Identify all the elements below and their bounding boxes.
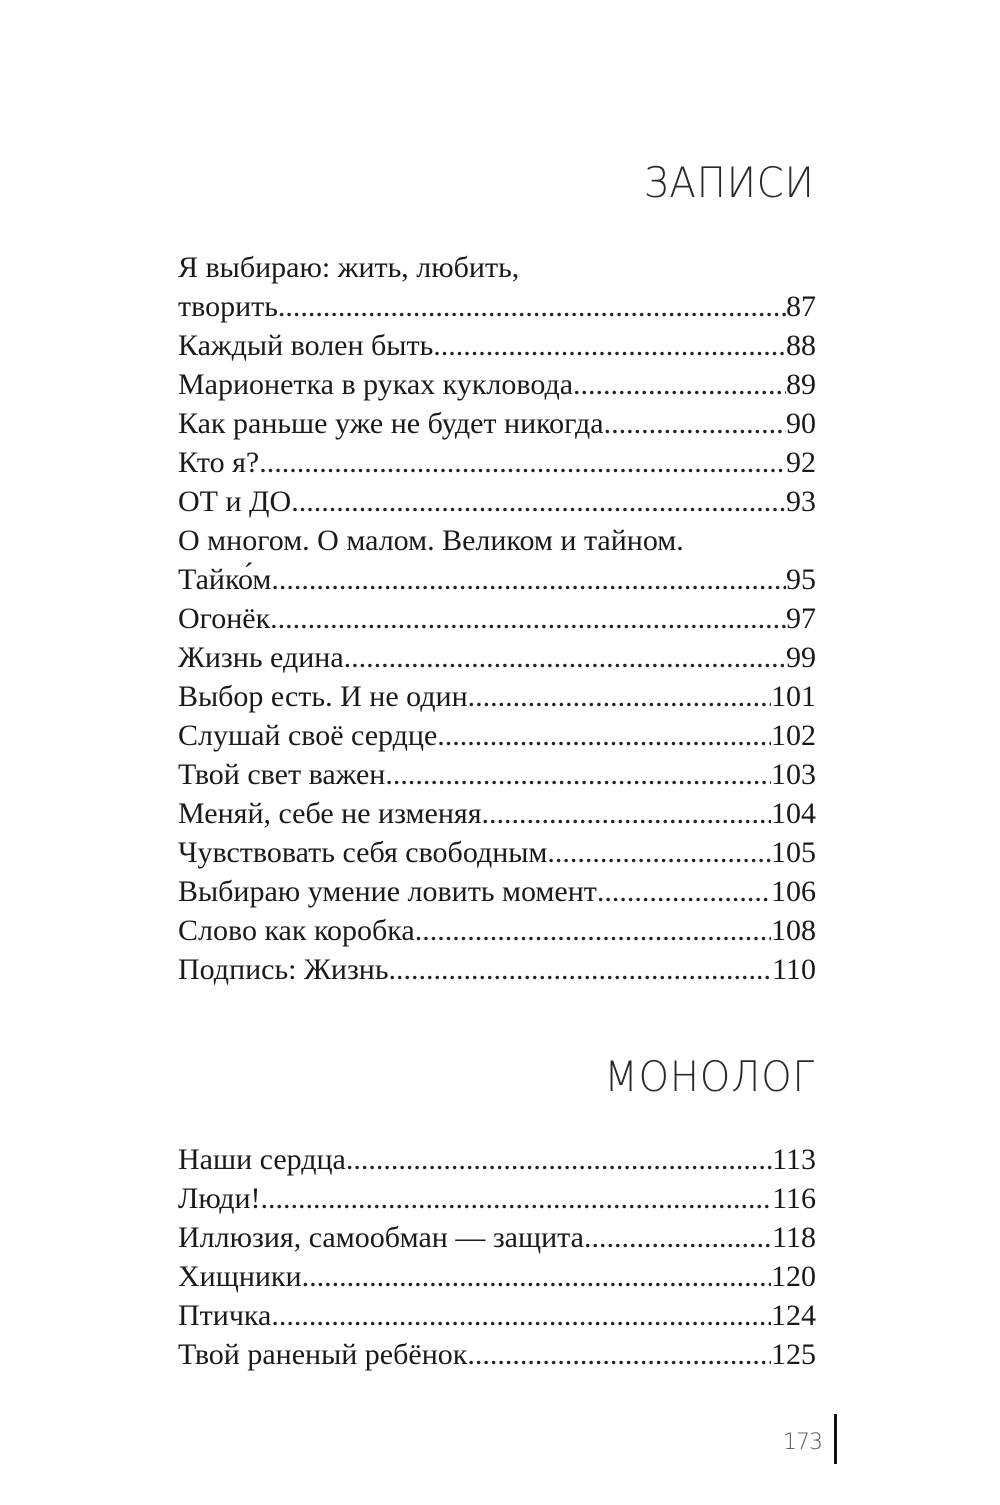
- toc-entry-page: 103: [771, 758, 816, 791]
- toc-entry-page: 89: [786, 368, 816, 401]
- toc-entry: [178, 248, 816, 287]
- toc-entry: [178, 326, 816, 365]
- toc-entry: [178, 911, 816, 950]
- toc-entry: [178, 365, 816, 404]
- toc-entry: [178, 716, 816, 755]
- dot-leader: [573, 365, 786, 404]
- dot-leader: [271, 560, 786, 599]
- toc-entry-title: Меняй, себе не изменяя: [178, 797, 482, 830]
- section-heading-monolog: МОНОЛОГ: [604, 1052, 815, 1101]
- toc-entry-title: Наши сердца: [178, 1143, 346, 1176]
- dot-leader: [270, 599, 786, 638]
- dot-leader: [482, 794, 772, 833]
- toc-entry-page: 97: [786, 602, 816, 635]
- dot-leader: [389, 950, 773, 989]
- toc-list-zapisi: [178, 248, 816, 989]
- toc-entry-title: Я выбираю: жить, любить,: [178, 251, 520, 284]
- dot-leader: [468, 677, 771, 716]
- dot-leader: [302, 1257, 771, 1296]
- toc-entry-title: Иллюзия, самообман — защита: [178, 1221, 584, 1254]
- toc-entry-page: 124: [771, 1299, 816, 1332]
- toc-entry-page: 95: [786, 563, 816, 596]
- toc-entry: [178, 482, 816, 521]
- toc-entry-title: ОТ и ДО: [178, 485, 292, 518]
- toc-entry-title: творить: [178, 290, 278, 323]
- toc-entry: [178, 638, 816, 677]
- section-heading-zapisi: ЗАПИСИ: [644, 158, 815, 207]
- toc-entry: [178, 404, 816, 443]
- toc-entry: [178, 560, 816, 599]
- toc-entry-title: О многом. О малом. Великом и тайном.: [178, 524, 684, 557]
- toc-entry-title: Слово как коробка: [178, 914, 415, 947]
- toc-entry-page: 104: [771, 797, 816, 830]
- toc-entry: [178, 443, 816, 482]
- dot-leader: [467, 1335, 771, 1374]
- page-number-rule: [834, 1414, 837, 1464]
- toc-entry-page: 101: [771, 680, 816, 713]
- toc-entry-title: Выбираю умение ловить момент: [178, 875, 597, 908]
- dot-leader: [584, 1218, 772, 1257]
- toc-entry: [178, 287, 816, 326]
- toc-entry-title: Как раньше уже не будет никогда: [178, 407, 604, 440]
- toc-entry: [178, 950, 816, 989]
- toc-list-monolog: [178, 1140, 816, 1374]
- toc-entry-title: Люди!: [178, 1182, 261, 1215]
- toc-entry-title: Кто я?: [178, 446, 260, 479]
- dot-leader: [271, 1296, 771, 1335]
- dot-leader: [433, 326, 786, 365]
- toc-entry-page: 92: [786, 446, 816, 479]
- toc-entry: [178, 1179, 816, 1218]
- page-number: 173: [783, 1430, 822, 1455]
- toc-entry-title: Жизнь едина: [178, 641, 344, 674]
- toc-entry-title: Подпись: Жизнь: [178, 953, 389, 986]
- dot-leader: [259, 443, 786, 482]
- toc-entry-title: Птичка: [178, 1299, 272, 1332]
- toc-entry-title: Твой раненый ребёнок: [178, 1338, 468, 1371]
- dot-leader: [437, 716, 771, 755]
- toc-entry-title: Каждый волен быть: [178, 329, 434, 362]
- toc-entry-page: 116: [772, 1182, 816, 1215]
- dot-leader: [415, 911, 771, 950]
- toc-entry-page: 99: [786, 641, 816, 674]
- toc-entry-title: Выбор есть. И не один: [178, 680, 468, 713]
- dot-leader: [604, 404, 786, 443]
- toc-entry: [178, 872, 816, 911]
- toc-entry-title: Твой свет важен: [178, 758, 386, 791]
- toc-entry: [178, 1335, 816, 1374]
- toc-entry: [178, 677, 816, 716]
- toc-entry-page: 87: [786, 290, 816, 323]
- dot-leader: [278, 287, 786, 326]
- toc-entry-title: Слушай своё сердце: [178, 719, 438, 752]
- toc-entry: [178, 1296, 816, 1335]
- toc-entry: [178, 755, 816, 794]
- toc-entry-page: 118: [772, 1221, 816, 1254]
- dot-leader: [547, 833, 771, 872]
- toc-entry-title: Хищники: [178, 1260, 302, 1293]
- toc-entry-title: Тайко́м: [178, 563, 272, 596]
- toc-entry: [178, 1218, 816, 1257]
- toc-entry-page: 125: [771, 1338, 816, 1371]
- dot-leader: [291, 482, 786, 521]
- toc-entry-page: 108: [771, 914, 816, 947]
- toc-entry-page: 110: [772, 953, 816, 986]
- dot-leader: [261, 1179, 773, 1218]
- toc-entry: [178, 794, 816, 833]
- toc-entry: [178, 521, 816, 560]
- toc-entry-page: 88: [786, 329, 816, 362]
- toc-entry-page: 90: [786, 407, 816, 440]
- dot-leader: [344, 638, 786, 677]
- toc-entry-page: 113: [772, 1143, 816, 1176]
- toc-entry-page: 102: [771, 719, 816, 752]
- toc-entry-title: Чувствовать себя свободным: [178, 836, 548, 869]
- toc-entry: [178, 1257, 816, 1296]
- toc-entry-page: 106: [771, 875, 816, 908]
- toc-entry-page: 93: [786, 485, 816, 518]
- toc-entry-title: Марионетка в руках кукловода: [178, 368, 574, 401]
- toc-entry-title: Огонёк: [178, 602, 271, 635]
- dot-leader: [346, 1140, 772, 1179]
- toc-entry-page: 105: [771, 836, 816, 869]
- dot-leader: [385, 755, 771, 794]
- toc-entry: [178, 1140, 816, 1179]
- toc-entry-page: 120: [771, 1260, 816, 1293]
- dot-leader: [597, 872, 771, 911]
- toc-entry: [178, 599, 816, 638]
- toc-entry: [178, 833, 816, 872]
